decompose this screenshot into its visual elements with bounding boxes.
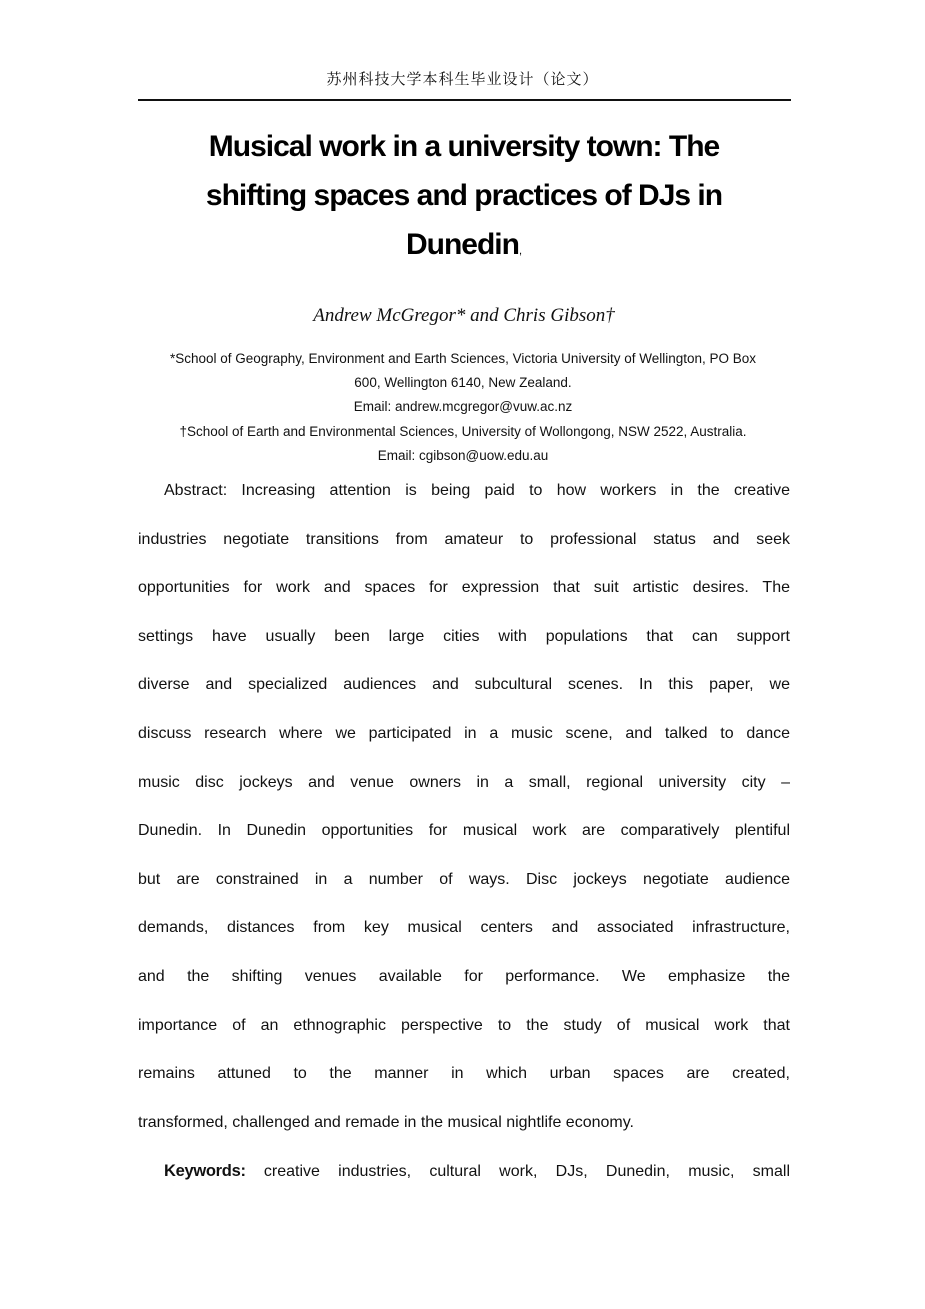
affiliation-email: Email: cgibson@uow.edu.au <box>377 447 549 463</box>
affiliation-line: 600, Wellington 6140, New Zealand. <box>354 375 572 391</box>
abstract-line: transformed, challenged and remade in the musical nightlife economy. <box>138 1113 634 1131</box>
abstract-line: settings have usually been large cities with populations that can support <box>138 627 790 645</box>
affiliations-block <box>68 347 858 468</box>
abstract-line: Dunedin. In Dunedin opportunities for musical work are comparatively plentiful <box>138 822 790 840</box>
abstract-line: but are constrained in a number of ways. Disc jockeys negotiate audience <box>138 870 790 888</box>
paper-title-line: Musical work in a university town: The <box>208 130 720 163</box>
abstract-line: importance of an ethnographic perspective to the study of musical work that <box>138 1016 790 1034</box>
affiliation-email: Email: andrew.mcgregor@vuw.ac.nz <box>353 399 573 415</box>
keywords-label: Keywords: <box>164 1162 246 1181</box>
title-trailing-mark: , <box>518 245 523 257</box>
paper-title-line: shifting spaces and practices of DJs in <box>205 179 723 212</box>
abstract-line: remains attuned to the manner in which urban spaces are created, <box>138 1065 790 1083</box>
abstract-line: opportunities for work and spaces for expression that suit artistic desires. The <box>138 579 790 597</box>
abstract-line: Abstract: Increasing attention is being paid to how workers in the creative <box>164 482 790 499</box>
paper-title <box>118 122 810 276</box>
paper-title-line-text: Dunedin <box>405 228 519 261</box>
authors-byline: Andrew McGregor* and Chris Gibson† <box>313 305 615 326</box>
paper-title-line <box>118 220 810 276</box>
header-rule <box>138 99 791 101</box>
affiliation-line: *School of Geography, Environment and Earth Sciences, Victoria University of Wellington, PO Box <box>169 351 757 366</box>
running-header: 苏州科技大学本科生毕业设计（论文） <box>326 71 599 88</box>
abstract-line: demands, distances from key musical centers and associated infrastructure, <box>138 919 790 937</box>
abstract-line: and the shifting venues available for performance. We emphasize the <box>138 967 790 985</box>
abstract-line: music disc jockeys and venue owners in a small, regional university city – <box>138 773 790 791</box>
abstract-line: industries negotiate transitions from amateur to professional status and seek <box>138 530 790 548</box>
abstract-line: diverse and specialized audiences and subcultural scenes. In this paper, we <box>138 676 790 694</box>
abstract-section <box>138 467 790 1197</box>
affiliation-line: †School of Earth and Environmental Sciences, University of Wollongong, NSW 2522, Australia. <box>179 423 747 439</box>
keywords-line <box>138 1147 790 1197</box>
abstract-line: discuss research where we participated in a music scene, and talked to dance <box>138 724 790 742</box>
keywords-text: creative industries, cultural work, DJs, Dunedin, music, small <box>245 1163 790 1181</box>
